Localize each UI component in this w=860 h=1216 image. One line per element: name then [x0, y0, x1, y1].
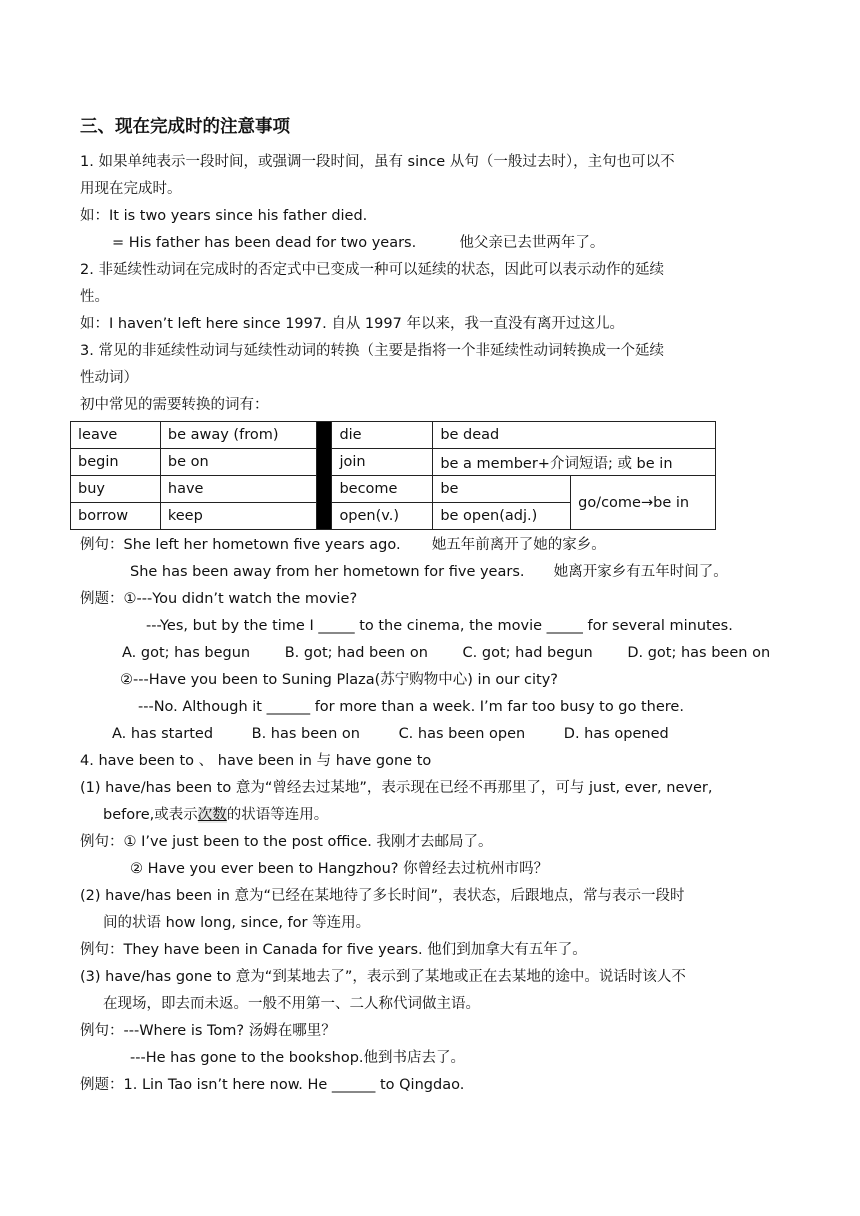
point-4-1-example-2: ② Have you ever been to Hangzhou? 你曾经去过杭州市吗？: [130, 861, 549, 877]
question-2-option-d: D. has opened: [563, 726, 669, 742]
example-1-line-1: 如：It is two years since his father died.: [80, 208, 368, 224]
point-4-3-line-1: (3) have/has gone to 意为“到某地去了”，表示到了某地或正在去某地的途中。说话时该人不: [80, 969, 686, 985]
table-merged-cell: go/come→be in: [571, 476, 716, 530]
example-1-english: = His father has been dead for two years.: [112, 235, 417, 251]
point-4-3-example-1: 例句：---Where is Tom? 汤姆在哪里？: [80, 1023, 336, 1039]
question-2-option-a: A. has started: [112, 726, 214, 742]
point-4-3-example-2: ---He has gone to the bookshop.他到书店去了。: [130, 1050, 466, 1066]
table-cell: be a member+介词短语; 或 be in: [433, 449, 716, 476]
point-4-1-text-end: 的状语等连用。: [226, 807, 329, 823]
example-1-line-2: [112, 230, 817, 257]
question-1-line-1: 例题：①---You didn’t watch the movie?: [80, 591, 358, 607]
point-4-1-line-1: (1) have/has been to 意为“曾经去过某地”，表示现在已经不再那里了，可与 just, ever, never,: [80, 780, 713, 796]
point-3-line-1: 3. 常见的非延续性动词与延续性动词的转换（主要是指将一个非延续性动词转换成一个延续: [80, 343, 664, 359]
example-3-chinese: 她五年前离开了她的家乡。: [431, 537, 606, 553]
point-4-3-line-2: 在现场，即去而未返。一般不用第一、二人称代词做主语。: [103, 996, 480, 1012]
table-cell: be away (from): [160, 422, 316, 449]
question-1-option-d: D. got; has been on: [627, 645, 771, 661]
highlighted-word: 次数: [197, 807, 227, 823]
question-2-options: [112, 721, 817, 748]
point-4-2-line-2: 间的状语 how long, since, for 等连用。: [103, 915, 371, 931]
table-divider: [316, 422, 332, 530]
table-cell: be dead: [433, 422, 716, 449]
table-cell: be on: [160, 449, 316, 476]
table-cell: be open(adj.): [433, 503, 571, 530]
question-1-option-c: C. got; had begun: [462, 645, 593, 661]
table-cell: join: [332, 449, 433, 476]
point-4-1-text: before,或表示: [103, 807, 198, 823]
example-3-english-2: She has been away from her hometown for five years.: [130, 564, 525, 580]
question-2-line-2: ---No. Although it ______ for more than a week. I’m far too busy to go there.: [138, 699, 684, 715]
table-row: [71, 449, 716, 476]
point-1-line-2: 用现在完成时。: [80, 181, 182, 197]
table-cell: buy: [71, 476, 161, 503]
point-4-title: 4. have been to 、 have been in 与 have gone to: [80, 753, 432, 769]
table-cell: have: [160, 476, 316, 503]
table-cell: be: [433, 476, 571, 503]
table-row: [71, 476, 716, 503]
table-cell: leave: [71, 422, 161, 449]
table-cell: die: [332, 422, 433, 449]
point-3-line-2: 性动词）: [80, 370, 138, 386]
question-1-option-b: B. got; had been on: [284, 645, 428, 661]
section-heading: 三、现在完成时的注意事项: [80, 117, 290, 137]
point-4-1-line-2: [103, 802, 808, 829]
table-cell: borrow: [71, 503, 161, 530]
final-question: 例题：1. Lin Tao isn’t here now. He ______ to Qingdao.: [80, 1077, 465, 1093]
example-3-line-2: [130, 559, 835, 586]
table-cell: open(v.): [332, 503, 433, 530]
verb-conversion-table: [70, 421, 716, 530]
example-3-line-1: [80, 532, 785, 559]
question-1-options: [122, 640, 827, 667]
question-2-option-b: B. has been on: [251, 726, 360, 742]
point-2-line-2: 性。: [80, 289, 109, 305]
question-1-line-2: ---Yes, but by the time I _____ to the cinema, the movie _____ for several minutes.: [146, 618, 733, 634]
table-row: [71, 422, 716, 449]
question-2-option-c: C. has been open: [398, 726, 526, 742]
question-2-line-1: ②---Have you been to Suning Plaza(苏宁购物中心) in our city?: [120, 672, 558, 688]
point-2-line-1: 2. 非延续性动词在完成时的否定式中已变成一种可以延续的状态，因此可以表示动作的延续: [80, 262, 664, 278]
point-4-1-example-1: 例句：① I’ve just been to the post office. 我刚才去邮局了。: [80, 834, 493, 850]
point-3-intro: 初中常见的需要转换的词有：: [80, 397, 269, 413]
example-1-chinese: 他父亲已去世两年了。: [459, 235, 605, 251]
example-3-chinese-2: 她离开家乡有五年时间了。: [553, 564, 728, 580]
table-cell: begin: [71, 449, 161, 476]
point-4-2-line-1: (2) have/has been in 意为“已经在某地待了多长时间”，表状态，后跟地点，常与表示一段时: [80, 888, 685, 904]
example-2: 如：I haven’t left here since 1997. 自从 1997 年以来，我一直没有离开过这儿。: [80, 316, 624, 332]
example-3-english: 例句：She left her hometown five years ago.: [80, 537, 401, 553]
point-4-2-example: 例句：They have been in Canada for five years. 他们到加拿大有五年了。: [80, 942, 587, 958]
question-1-option-a: A. got; has begun: [122, 645, 251, 661]
table-cell: become: [332, 476, 433, 503]
point-1-line-1: 1. 如果单纯表示一段时间，或强调一段时间，虽有 since 从句（一般过去时），主句也可以不: [80, 154, 675, 170]
table-cell: keep: [160, 503, 316, 530]
